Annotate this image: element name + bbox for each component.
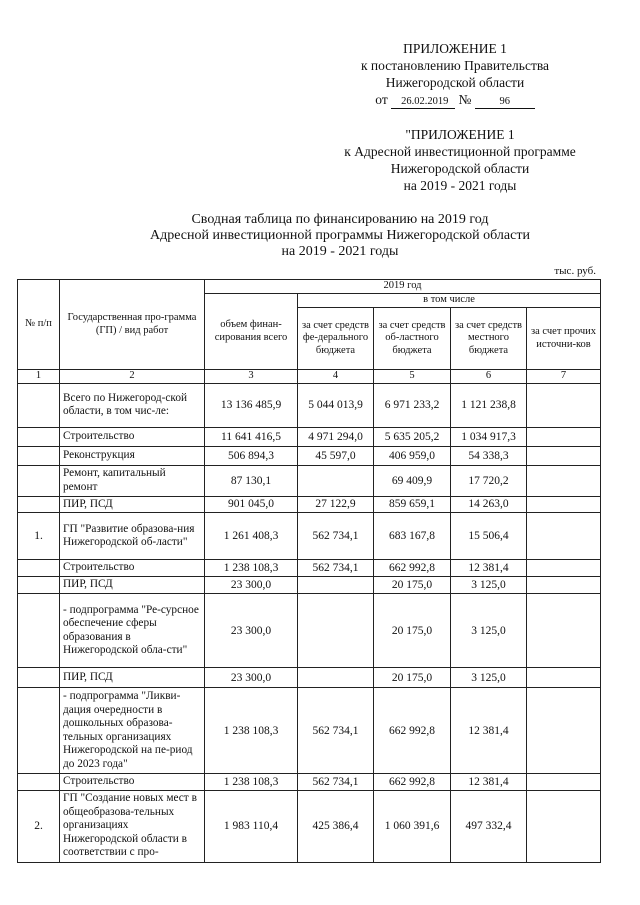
title-line: Сводная таблица по финансированию на 2019 год [191,212,489,227]
row-local: 3 125,0 [451,594,527,668]
row-other [527,513,601,560]
row-name: - подпрограмма "Ликви-дация очередности в дошкольных образова-тельных организациях Нижегородской на пе-риод до 2023 года" [60,688,205,774]
program-appendix-line: на 2019 - 2021 годы [403,178,517,193]
row-num [18,465,60,496]
row-other [527,774,601,791]
row-other [527,790,601,862]
row-total: 13 136 485,9 [205,383,298,427]
row-num [18,774,60,791]
row-total: 23 300,0 [205,668,298,688]
row-total: 1 238 108,3 [205,774,298,791]
appendix-line: Нижегородской области [385,75,525,90]
row-name: ГП "Развитие образова-ния Нижегородской об-ласти" [60,513,205,560]
header-program: Государственная про-грамма (ГП) / вид работ [60,280,205,370]
header-year: 2019 год [205,280,601,294]
row-federal: 562 734,1 [298,688,374,774]
appendix-title: ПРИЛОЖЕНИЕ 1 [403,41,507,56]
date-prefix: от [375,92,388,107]
row-num: 1. [18,513,60,560]
row-name: Реконструкция [60,446,205,465]
table-row [18,427,601,446]
row-local: 1 121 238,8 [451,383,527,427]
row-name: Всего по Нижегород-ской области, в том чис-ле: [60,383,205,427]
table-row [18,465,601,496]
table-row [18,383,601,427]
row-num [18,560,60,577]
header-federal: за счет средств фе-дерального бюджета [298,308,374,370]
title-line: Адресной инвестиционной программы Нижегородской области [150,228,530,243]
units-label: тыс. руб. [554,265,596,277]
table-row [18,577,601,594]
row-local: 15 506,4 [451,513,527,560]
row-federal [298,668,374,688]
row-local: 3 125,0 [451,577,527,594]
program-appendix-line: к Адресной инвестиционной программе [344,144,576,159]
column-number: 5 [374,370,451,384]
row-federal: 45 597,0 [298,446,374,465]
appendix-header [340,40,570,109]
row-num [18,427,60,446]
row-num [18,688,60,774]
row-other [527,560,601,577]
row-regional: 859 659,1 [374,496,451,513]
row-regional: 662 992,8 [374,688,451,774]
column-number: 1 [18,370,60,384]
row-local: 497 332,4 [451,790,527,862]
header-local: за счет средств местного бюджета [451,308,527,370]
row-federal [298,577,374,594]
table-row [18,774,601,791]
row-num [18,383,60,427]
row-local: 12 381,4 [451,688,527,774]
header-including: в том числе [298,294,601,308]
row-other [527,577,601,594]
row-name: Ремонт, капитальный ремонт [60,465,205,496]
row-federal: 562 734,1 [298,513,374,560]
row-local: 14 263,0 [451,496,527,513]
row-regional: 20 175,0 [374,577,451,594]
table-row [18,496,601,513]
row-total: 1 261 408,3 [205,513,298,560]
column-number: 2 [60,370,205,384]
row-name: Строительство [60,427,205,446]
program-appendix-title: "ПРИЛОЖЕНИЕ 1 [405,127,515,142]
column-number: 3 [205,370,298,384]
row-regional: 1 060 391,6 [374,790,451,862]
row-other [527,688,601,774]
row-regional: 6 971 233,2 [374,383,451,427]
row-federal [298,465,374,496]
row-num [18,594,60,668]
row-federal: 425 386,4 [298,790,374,862]
header-regional: за счет средств об-ластного бюджета [374,308,451,370]
row-total: 11 641 416,5 [205,427,298,446]
row-local: 1 034 917,3 [451,427,527,446]
column-number: 7 [527,370,601,384]
table-row [18,668,601,688]
row-local: 54 338,3 [451,446,527,465]
title-line: на 2019 - 2021 годы [281,244,399,259]
row-federal: 27 122,9 [298,496,374,513]
row-name: - подпрограмма "Ре-сурсное обеспечение сферы образования в Нижегородской обла-сти" [60,594,205,668]
row-local: 17 720,2 [451,465,527,496]
row-total: 1 238 108,3 [205,688,298,774]
row-name: ГП "Создание новых мест в общеобразова-тельных организациях Нижегородской области в соответствии с про- [60,790,205,862]
row-name: ПИР, ПСД [60,496,205,513]
row-federal [298,594,374,668]
row-local: 12 381,4 [451,774,527,791]
row-name: Строительство [60,774,205,791]
row-total: 1 983 110,4 [205,790,298,862]
row-total: 1 238 108,3 [205,560,298,577]
row-regional: 5 635 205,2 [374,427,451,446]
row-federal: 5 044 013,9 [298,383,374,427]
row-other [527,427,601,446]
row-name: Строительство [60,560,205,577]
row-other [527,383,601,427]
header-num: № п/п [18,280,60,370]
column-number: 4 [298,370,374,384]
table-row [18,594,601,668]
table-row [18,790,601,862]
row-regional: 683 167,8 [374,513,451,560]
row-regional: 69 409,9 [374,465,451,496]
decree-date: 26.02.2019 [391,96,455,109]
row-name: ПИР, ПСД [60,668,205,688]
row-num: 2. [18,790,60,862]
row-total: 23 300,0 [205,594,298,668]
document-title [40,212,640,260]
header-total: объем финан-сирования всего [205,294,298,370]
row-local: 12 381,4 [451,560,527,577]
row-federal: 562 734,1 [298,774,374,791]
header-other: за счет прочих источни-ков [527,308,601,370]
row-local: 3 125,0 [451,668,527,688]
row-total: 87 130,1 [205,465,298,496]
number-sign: № [458,92,472,107]
row-num [18,496,60,513]
row-regional: 20 175,0 [374,594,451,668]
row-regional: 662 992,8 [374,560,451,577]
table-row [18,560,601,577]
row-federal: 562 734,1 [298,560,374,577]
program-appendix-header [310,126,610,194]
column-number: 6 [451,370,527,384]
decree-number: 96 [475,96,535,109]
row-num [18,668,60,688]
row-other [527,594,601,668]
row-federal: 4 971 294,0 [298,427,374,446]
program-appendix-line: Нижегородской области [390,161,530,176]
financing-table [17,279,601,863]
row-other [527,668,601,688]
table-row [18,513,601,560]
table-row [18,446,601,465]
row-total: 901 045,0 [205,496,298,513]
decree-date-line [340,91,570,109]
row-other [527,465,601,496]
row-num [18,446,60,465]
row-total: 506 894,3 [205,446,298,465]
row-name: ПИР, ПСД [60,577,205,594]
row-regional: 20 175,0 [374,668,451,688]
table-row [18,688,601,774]
row-total: 23 300,0 [205,577,298,594]
row-num [18,577,60,594]
row-regional: 406 959,0 [374,446,451,465]
appendix-line: к постановлению Правительства [360,58,550,73]
row-other [527,496,601,513]
row-regional: 662 992,8 [374,774,451,791]
row-other [527,446,601,465]
